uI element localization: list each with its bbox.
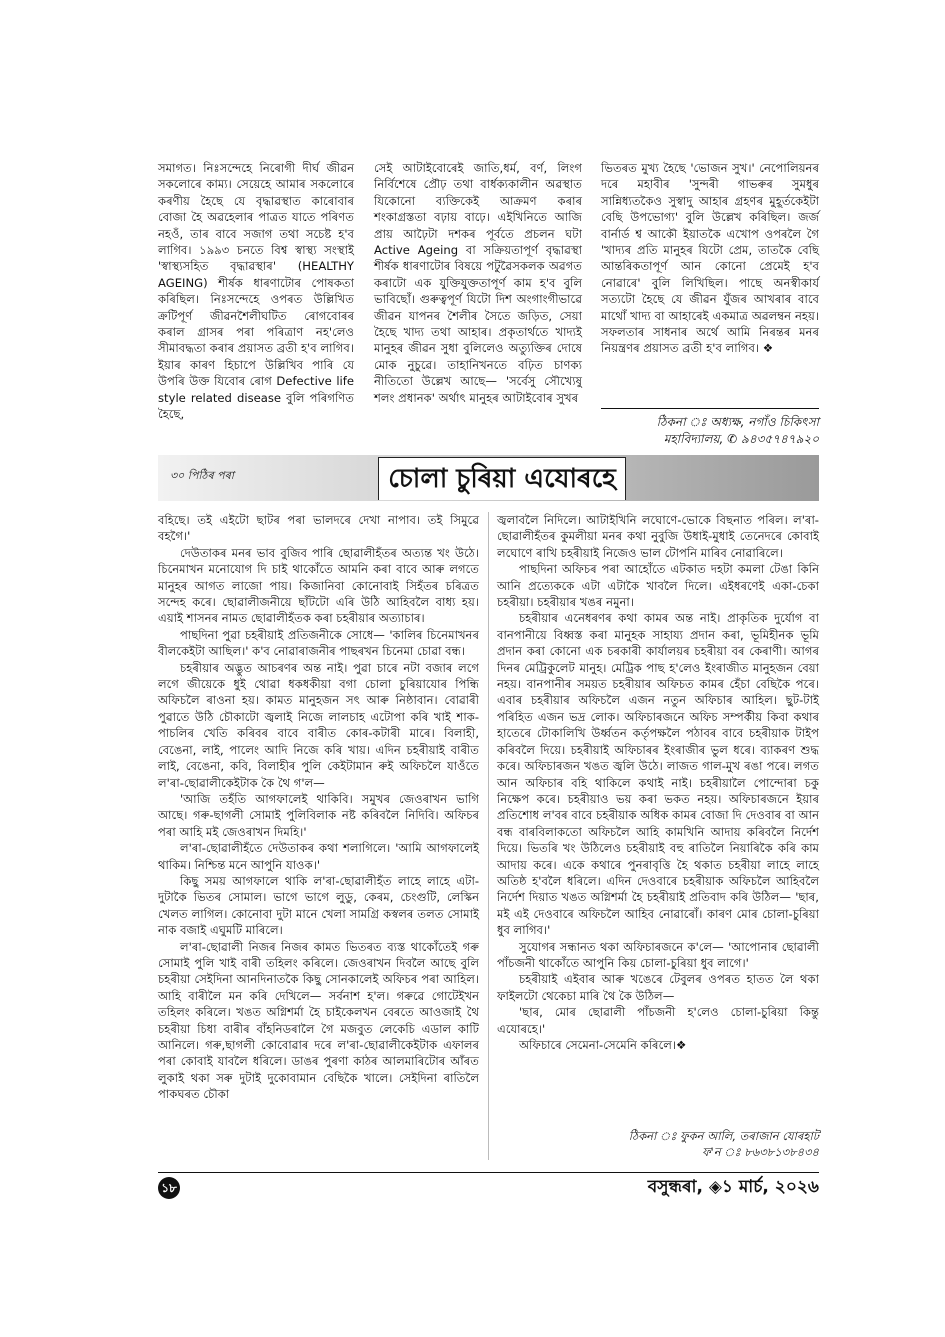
page-number: ১৮ bbox=[158, 1177, 180, 1199]
story-column-2 bbox=[497, 512, 819, 1053]
paragraph: ল'ৰা-ছোৱালী নিজৰ নিজৰ কামত ভিতৰত ব্যস্ত থাকোঁতেই গৰু সোমাই পুলি খাই বাৰী তহিলং কৰিলে। জেওৰাখন দিবলৈ আছে বুলি চহৰীয়া সেইদিনা আনদিনাতকৈ কিছু সোনকালেই অফিচৰ পৰা আহিল। আহি বাৰীলৈ মন কৰি দেখিলে— সৰ্বনাশ হ'ল। গৰুৱে গোটেইখন তহিলং কৰিলে। খঙত অগ্নিশৰ্মা হৈ চাইকেলখন বেৰতে আওজাই থৈ চহৰীয়া চিধা বাৰীৰ বাঁহনিডৰালৈ গৈ মজবুত লেকেচি এডাল কাটি আনিলে। গৰু,ছাগলী কোবোৱাৰ দৰে ল'ৰা-ছোৱালীকেইটাক এফালৰ পৰা কোবাই যাবলৈ ধৰিলে। ডাঙৰ পুৰণা কাঠৰ আলমাৰিটোৰ আঁৰত লুকাই থকা সৰু দুটাই দুকোবামান বেছিকৈ খালে। সেইদিনা ৰাতিলৈ পাকঘৰত চৌকা bbox=[158, 939, 479, 1102]
paragraph: সুযোগৰ সন্ধানত থকা অফিচাৰজনে ক'লে— 'আপোনাৰ ছোৱালী পাঁচজনী থাকোঁতে আপুনি কিয় চোলা-চুৰিয়া ধুব লাগে।' bbox=[497, 939, 819, 970]
top-article-text: ভিতৰত মুখ্য হৈছে 'ভোজন সুখ।' নেপোলিয়নৰ দৰে মহাবীৰ 'সুন্দৰী গাভৰুৰ সুমধুৰ সান্নিধ্যতকৈও সুস্বাদু আহাৰ গ্ৰহণৰ মুহূৰ্তকেইটা বেছি উপভোগ্য' বুলি উল্লেখ কৰিছিল। জৰ্জ বাৰ্নাৰ্ড শ্ব আকৌ ইয়াতকৈ এখোপ ওপৰলৈ গৈ 'খাদ্যৰ প্ৰতি মানুহৰ যিটো প্ৰেম, তাতকৈ বেছি আন্তৰিকতাপূৰ্ণ আন কোনো প্ৰেমেই হ'ব নোৱাৰে' বুলি লিখিছিল। পাছে অনস্বীকাৰ্য সত্যটো হৈছে যে জীৱন যুঁজৰ আখৰাৰ বাবে মাথোঁ খাদ্য বা আহাৰেই একমাত্ৰ অৱলম্বন নহয়। সফলতাৰ সাধনাৰ অৰ্থে আমি নিৰন্তৰ মনৰ নিয়ন্ত্ৰণৰ প্ৰয়াসত ব্ৰতী হ'ব লাগিব। ❖ bbox=[601, 161, 819, 356]
paragraph: বহিছে। তই এইটো ছাটৰ পৰা ভালদৰে দেখা নাপাব। তই সিমুৱে বহগৈ।' bbox=[158, 513, 479, 544]
footer-rule bbox=[158, 1172, 819, 1173]
top-article-text: সেই আটাইবোৰেই জাতি,ধৰ্ম, বৰ্ণ, লিংগ নিৰ্বিশেষে প্ৰৌঢ় তথা বাৰ্ধক্যকালীন অৱস্থাত যিকোনো ব্যক্তিকেই আক্ৰমণ কৰাৰ শংকাগ্ৰস্ততা বঢ়ায় বাঢ়ে। এইখিনিতে আজি প্ৰায় আঢ়ৈটা দশকৰ পূৰ্বতে প্ৰচলন ঘটা Active Ageing বা সক্ৰিয়তাপূৰ্ণ বৃদ্ধাৱস্থা শীৰ্ষক ধাৰণাটোৰ বিষয়ে পটুৱৈসকলক অৱগত কৰাটো এক যুক্তিযুক্ততাপূৰ্ণ কাম হ'ব বুলি ভাবিছোঁ। গুৰুত্বপূৰ্ণ যিটো দিশ অংগাংগীভাৱে জীৱন যাপনৰ শৈলীৰ সৈতে জড়িত, সেয়া হৈছে খাদ্য তথা আহাৰ। প্ৰকৃতাৰ্থতে খাদ্যই মানুহৰ জীৱন সুধা বুলিলেও অত্যুক্তিৰ দোষে মোক নুচুৱে। তাহানিখনতে বঢ়িত চাণক্য নীতিতো উল্লেখ আছে— 'সৰ্বেসু সৌখ্যেষু শলং প্ৰধানক' অৰ্থাৎ মানুহৰ আটাইবোৰ সুখৰ bbox=[374, 161, 582, 405]
column-divider bbox=[488, 512, 489, 1160]
paragraph: চহৰীয়াই এইবাৰ আৰু খঙেৰে টেবুলৰ ওপৰত হাতত লৈ থকা ফাইলটো থেকেচা মাৰি থৈ কৈ উঠিল— bbox=[497, 972, 819, 1003]
paragraph: চহৰীয়াৰ অদ্ভুত আচৰণৰ অন্ত নাই। পুৱা চাৰে নটা বজাৰ লগে লগে জীয়েকে ধুই থোৱা ধকধকীয়া বগা চোলা চুৰিয়াযোৰ পিন্ধি অফিচলৈ ৰাওনা হয়। কামত মানুহজন সৎ আৰু নিষ্ঠাবান। বোৱাৰী পুৱাতে উঠি চৌকাটো জ্বলাই নিজে লালচাহ এটোপা কৰি খাই শাক-পাচলিৰ খেতি কৰিবৰ বাবে বাৰীত কোৰ-কটাৰী মাৰে। বিলাহী, বেঙেনা, লাই, পালেং আদি নিজে কৰি খায়। এদিন চহৰীয়াই বাৰীত লাই, বেঙেনা, কবি, বিলাহীৰ পুলি কেইটামান ৰুই অফিচলৈ যাওঁতে ল'ৰা-ছোৱালীকেইটাক কৈ থৈ গ'ল— bbox=[158, 660, 479, 790]
paragraph: জ্বলাবলৈ নিদিলে। আটাইখিনি লঘোণে-ভোকে বিছনাত পৰিল। ল'ৰা-ছোৱালীহঁতৰ কুমলীয়া মনৰ কথা নুবুজি উধাই-মুধাই তেনেদৰে কোবাই লঘোণে ৰাখি চহৰীয়াই নিজেও ভাল টোপনি মাৰিব নোৱাৰিলে। bbox=[497, 513, 819, 560]
paragraph: চহৰীয়াৰ এনেধৰণৰ কথা কামৰ অন্ত নাই। প্ৰাকৃতিক দুৰ্যোগ বা বানপানীয়ে বিধ্বস্ত কৰা মানুহক সাহায্য প্ৰদান কৰা, ভূমিহীনক ভূমি প্ৰদান কৰা কোনো এক চৰকাৰী কাৰ্যালয়ৰ চহৰীয়া বৰ কেৰাণী। আগৰ দিনৰ মেট্ৰিকুলেট মানুহ। মেট্ৰিক পাছ হ'লেও ইংৰাজীত মানুহজন বেয়া নহয়। বানপানীৰ সময়ত চহৰীয়াৰ অফিচত কামৰ হেঁচা বেছিকৈ পৰে। এবাৰ চহৰীয়াৰ অফিচলৈ এজন নতুন অফিচাৰ আহিল। ছুট-টাই পৰিহিত এজন ভদ্ৰ লোক। অফিচাৰজনে অফিচ সম্পৰ্কীয় কিবা কথাৰ হাতেৰে টোকালিখি উৰ্ধ্বতন কৰ্তৃপক্ষলৈ পঠাবৰ বাবে চহৰীয়াক টাইপ কৰিবলৈ দিয়ে। চহৰীয়াই অফিচাৰৰ ইংৰাজীৰ ভুল ধৰে। ব্যাকৰণ শুদ্ধ কৰে। অফিচাৰজন খঙত জ্বলি উঠে। লাজত গাল-মুখ ৰঙা পৰে। লগত আন অফিচাৰ বহি থাকিলে কথাই নাই। চহৰীয়ালৈ পোন্দোৰা চকু নিক্ষেপ কৰে। চহৰীয়াও ভয় কৰা ভকত নহয়। অফিচাৰজনে ইয়াৰ প্ৰতিশোধ ল'বৰ বাবে চহৰীয়াক অধিক কামৰ বোজা দি দেওবাৰ বা আন বন্ধ বাৰবিলাকতো অফিচলৈ আহি কামখিনি আদায় কৰিবলৈ নিৰ্দেশ দিয়ে। ভিতৰি খং উঠিলেও চহৰীয়াই বহু ৰাতিলৈ নিয়াৰিকৈ কৰি কাম আদায় কৰে। একে কথাৰে পুনৰাবৃত্তি হৈ থকাত চহৰীয়া লাহে লাহে অতিষ্ঠ হ'বলৈ ধৰিলে। এদিন দেওবাৰে চহৰীয়াক অফিচলৈ আহিবলৈ নিৰ্দেশ দিয়াত খঙত অগ্নিশৰ্মা হৈ চহৰীয়াই প্ৰতিবাদ কৰি উঠিল— 'ছাৰ, মই এই দেওবাৰে অফিচলৈ আহিব নোৱাৰোঁ। কাৰণ মোৰ চোলা-চুৰিয়া ধুব লাগিব।' bbox=[497, 611, 819, 938]
affiliation-line: ঠিকনা ঃ অধ্যক্ষ, নগাঁও চিকিৎসা bbox=[656, 415, 819, 429]
paragraph: 'ছাৰ, মোৰ ছোৱালী পাঁচজনী হ'লেও চোলা-চুৰিয়া কিন্তু এযোৰহে।' bbox=[497, 1005, 819, 1036]
paragraph: 'আজি তহঁতি আগফালেই থাকিবি। সমুখৰ জেওৰাখন ভাগি আছে। গৰু-ছাগলী সোমাই পুলিবিলাক নষ্ট কৰিবলৈ নিদিবি। অফিচৰ পৰা আহি মই জেওৰাখন দিমহি।' bbox=[158, 791, 479, 839]
paragraph: ল'ৰা-ছোৱালীহঁতে দেউতাকৰ কথা শলাগিলে। 'আমি আগফালেই থাকিম। নিশ্চিন্ত মনে আপুনি যাওক।' bbox=[158, 841, 479, 872]
publication-footer: বসুন্ধৰা, ◈১ মাৰ্চ, ২০২৬ bbox=[647, 1177, 819, 1197]
top-article-column-1 bbox=[158, 160, 354, 423]
author-affiliation bbox=[601, 414, 819, 448]
paragraph: অফিচাৰে সেমেনা-সেমেনি কৰিলে।❖ bbox=[519, 1038, 687, 1052]
top-article-column-2 bbox=[374, 160, 582, 406]
paragraph: দেউতাকৰ মনৰ ভাব বুজিব পাৰি ছোৱালীহঁতৰ অত্যন্ত খং উঠে। চিনেমাখন মনোযোগ দি চাই থাকোঁতে আমনি কৰা বাবে আৰু লগতে মানুহৰ আগত লাজো পায়। কিজানিবা কোনোবাই সিহঁতৰ চৰিত্ৰত সন্দেহ কৰে। ছোৱালীজনীয়ে ছাঁটটো এৰি উঠি আহিবলৈ বাধ্য হয়। এয়াই শাসনৰ নামত ছোৱালীহঁতক কৰা চহৰীয়াৰ অত্যাচাৰ। bbox=[158, 545, 479, 626]
story-column-1 bbox=[158, 512, 479, 1103]
top-article-text: সমাগত। নিঃসন্দেহে নিৰোগী দীৰ্ঘ জীৱন সকলোৰে কাম্য। সেয়েহে আমাৰ সকলোৰে কৰণীয় হৈছে যে বৃদ্ধাৱস্থাত কাৰোবাৰ বোজা হৈ অৱহেলাৰ পাত্ৰত যাতে পৰিণত নহওঁ, তাৰ বাবে সজাগ তথা সচেষ্ট হ'ব লাগিব। ১৯৯৩ চনতে বিশ্ব স্বাস্থ্য সংস্থাই 'স্বাস্থ্যসহিত বৃদ্ধাৱস্থাৰ' (HEALTHY AGEING) শীৰ্ষক ধাৰণাটোৰ পোষকতা কৰিছিল। নিঃসন্দেহে ওপৰত উল্লিখিত ক্ৰটিপূৰ্ণ জীৱনশৈলীঘটিত ৰোগবোৰৰ কৰাল গ্ৰাসৰ পৰা পৰিত্ৰাণ নহ'লেও সীমাবদ্ধতা কৰাৰ প্ৰয়াসত ব্ৰতী হ'ব লাগিব। ইয়াৰ কাৰণ হিচাপে উল্লিখিব পাৰি যে উপৰি উক্ত যিবোৰ ৰোগ Defective life style related disease বুলি পৰিগণিত হৈছে, bbox=[158, 161, 354, 422]
paragraph: পাছদিনা অফিচৰ পৰা আহোঁতে এটকাত দহটা কমলা টেঙা কিনি আনি প্ৰত্যেককে এটা এটাকৈ খাবলৈ দিলে। এইধৰণেই একা-চেকা চহৰীয়া। চহৰীয়াৰ খঙৰ নমুনা। bbox=[497, 562, 819, 610]
continued-from-note: ৩০ পিঠিৰ পৰা bbox=[170, 469, 234, 482]
signature-line: ঠিকনা ঃ ফুকন আলি, তৰাজান যোৰহাট bbox=[628, 1129, 819, 1143]
divider bbox=[601, 408, 819, 409]
signature-line: ফ'ন ঃ ৮৬৩৮১৩৮৪৩৪ bbox=[702, 1145, 819, 1159]
story-author-signature bbox=[560, 1128, 819, 1160]
story-title: চোলা চুৰিয়া এযোৰহে bbox=[378, 457, 626, 500]
paragraph: পাছদিনা পুৱা চহৰীয়াই প্ৰতিজনীকে সোধে— 'কালিৰ চিনেমাখনৰ বীলকেইটা আছিল।' ক'ব নোৱাৰাজনীৰ পাছৰখন চিনেমা চোৱা বন্ধ। bbox=[158, 627, 479, 659]
paragraph: কিছু সময় আগফালে থাকি ল'ৰা-ছোৱালীহঁত লাহে লাহে এটা-দুটাকৈ ভিতৰ সোমাল। ভাগে ভাগে লুডু, কেৰম, চেংগুটি, লেস্কিন খেলত লাগিল। কোনোবা দুটা মানে খেলা সামগ্ৰি কস্বলৰ তলত সোমাই নাক বজাই এঘুমটি মাৰিলে। bbox=[158, 873, 479, 938]
top-article-column-3 bbox=[601, 160, 819, 357]
affiliation-line: মহাবিদ্যালয়, ✆ ৯৪৩৫৭৪৭৯২০ bbox=[663, 432, 819, 446]
